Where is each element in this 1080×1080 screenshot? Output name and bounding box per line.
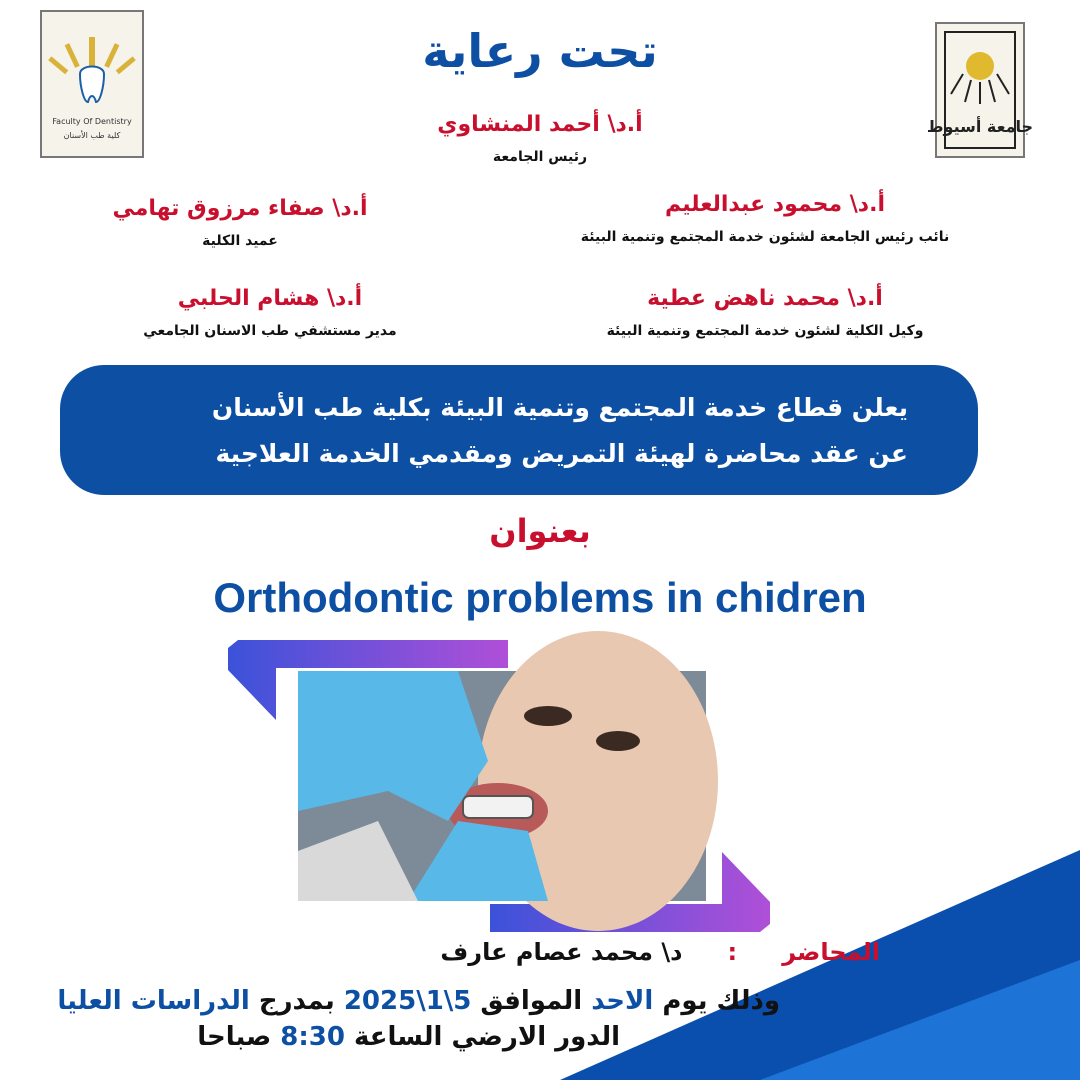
schedule-text: بمدرج xyxy=(249,986,344,1016)
schedule-line-2 xyxy=(100,1022,620,1052)
svg-text:جامعة أسيوط: جامعة أسيوط xyxy=(926,117,1034,136)
patron-role: عميد الكلية xyxy=(202,233,278,249)
patron-name: أ.د\ هشام الحلبي xyxy=(177,286,363,311)
patron-name: أ.د\ أحمد المنشاوي xyxy=(437,112,643,137)
lecturer-separator: : xyxy=(727,938,738,966)
patron-vice-president xyxy=(510,192,1020,245)
schedule-line-1 xyxy=(20,986,780,1016)
schedule-hall: الدراسات العليا xyxy=(57,986,250,1016)
patron-role: رئيس الجامعة xyxy=(492,149,588,165)
schedule-day: الاحد xyxy=(591,986,654,1016)
lecturer-line xyxy=(430,938,880,978)
patron-dean xyxy=(60,196,420,249)
schedule-date: 5\1\2025 xyxy=(343,986,472,1016)
announcement-line-1: يعلن قطاع خدمة المجتمع وتنمية البيئة بكلية طب الأسنان xyxy=(211,393,908,422)
patron-name: أ.د\ محمود عبدالعليم xyxy=(665,192,885,217)
background-corner-light xyxy=(760,960,1080,1080)
patron-role: مدير مستشفي طب الاسنان الجامعي xyxy=(143,323,397,339)
patron-role: نائب رئيس الجامعة لشئون خدمة المجتمع وتنمية البيئة xyxy=(580,229,950,245)
patron-name: أ.د\ محمد ناهض عطية xyxy=(647,286,883,311)
dental-checkup-photo xyxy=(298,671,706,901)
patron-role: وكيل الكلية لشئون خدمة المجتمع وتنمية البيئة xyxy=(606,323,924,339)
page-title: تحت رعاية xyxy=(422,24,658,78)
patron-vice-dean xyxy=(510,286,1020,339)
lecturer-label: المحاضر xyxy=(782,938,880,966)
announcement-banner xyxy=(60,365,978,495)
lecture-topic: Orthodontic problems in chidren xyxy=(213,574,867,621)
schedule-text: الموافق xyxy=(471,986,592,1016)
schedule-text: الدور الارضي الساعة xyxy=(344,1022,620,1052)
patron-name: أ.د\ صفاء مرزوق تهامي xyxy=(112,196,368,221)
announcement-text xyxy=(118,385,908,477)
svg-text:Faculty Of Dentistry: Faculty Of Dentistry xyxy=(52,117,132,126)
patron-president xyxy=(340,112,740,165)
schedule-text: وذلك يوم xyxy=(653,986,780,1016)
lecture-title-label: بعنوان xyxy=(489,512,591,550)
schedule-text: صباحا xyxy=(197,1022,281,1052)
svg-text:كلية طب الأسنان: كلية طب الأسنان xyxy=(63,131,121,140)
lecturer-name: د\ محمد عصام عارف xyxy=(440,938,683,966)
schedule-time: 8:30 xyxy=(280,1022,345,1052)
announcement-line-2: عن عقد محاضرة لهيئة التمريض ومقدمي الخدمة العلاجية xyxy=(215,439,908,468)
patron-hospital-director xyxy=(60,286,480,339)
